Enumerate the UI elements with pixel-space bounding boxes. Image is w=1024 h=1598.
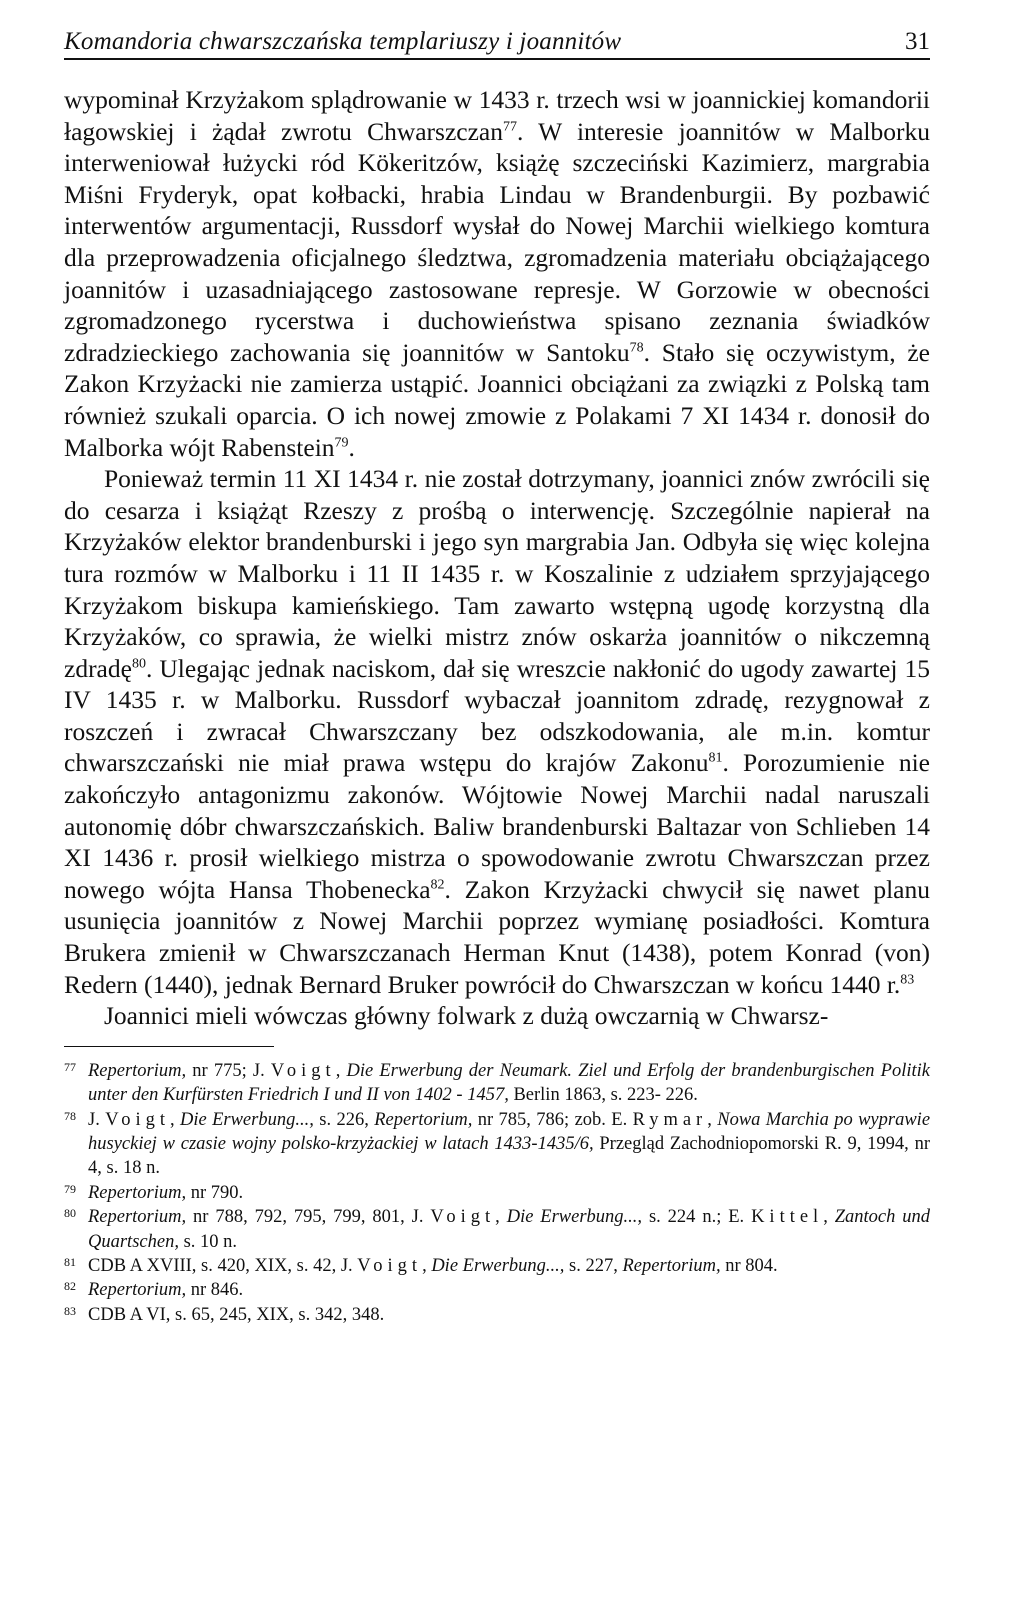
text-run: Ponieważ termin 11 XI 1434 r. nie został dotrzymany, joannici znów zwrócili się do cesarza i książąt Rzeszy z prośbą o interwencję. Szczególnie napierał na Krzyżaków elektor brandenburski i jego syn margrabia Jan. Odbyła się więc kolejna tura rozmów w Malborku i 11 II 1435 r. w Koszalinie z udziałem sprzyjającego Krzyżakom biskupa kamieńskiego. Tam zawarto wstępną ugodę korzystną dla Krzyżaków, co sprawia, że wielki mistrz znów oskarża joannitów o nikczemną zdradę <box>64 464 930 683</box>
footnote-number: 81 <box>64 1255 76 1270</box>
text-run: . Stało się oczywistym, że Zakon Krzyżacki nie zamierza ustąpić. Joannici obciążani za związki z Polską tam również szukali oparcia. O ich nowej zmowie z Polakami 7 XI 1434 r. donosił do Malborka wójt Rabenstein <box>64 337 930 462</box>
footnote <box>64 1205 930 1254</box>
footnote-number: 83 <box>64 1303 76 1318</box>
footnote-text: CDB A XVIII, s. 420, XIX, s. 42, J. Voigt, Die Erwerbung..., s. 227, Repertorium, nr 804. <box>88 1256 778 1277</box>
footnote-text: Repertorium, nr 788, 792, 795, 799, 801, J. Voigt, Die Erwerbung..., s. 224 n.; E. Kittel, Zantoch und Quartschen, s. 10 n. <box>88 1207 931 1252</box>
footnote <box>64 1254 930 1278</box>
footnote-number: 77 <box>64 1059 76 1074</box>
footnote <box>64 1059 930 1108</box>
text-run: . W interesie joannitów w Malborku interweniował łużycki ród Kökeritzów, książę szczeciński Kazimierz, margrabia Miśni Fryderyk, opat kołbacki, hrabia Lindau w Brandenburgii. By pozbawić interwentów argumentacji, Russdorf wysłał do Nowej Marchii wielkiego komtura dla przeprowadzenia oficjalnego śledztwa, zgromadzenia materiału obciążającego joannitów i uzasadniającego zastosowane represje. W Gorzowie w obecności zgromadzonego rycerstwa i duchowieństwa spisano zeznania świadków zdradzieckiego zachowania się joannitów w Santoku <box>64 116 930 367</box>
footnote-text: Repertorium, nr 775; J. Voigt, Die Erwerbung der Neumark. Ziel und Erfolg der brandenburgischen Politik unter den Kurfürsten Friedrich I und II von 1402 - 1457, Berlin 1863, s. 223- 226. <box>88 1060 931 1106</box>
footnote <box>64 1181 930 1205</box>
text-run: wypominał Krzyżakom splądrowanie w 1433 r. trzech wsi w joannickiej komandorii łagowskiej i żądał zwrotu Chwarszczan <box>64 85 930 146</box>
paragraph <box>64 463 930 1000</box>
footnote-ref: 77 <box>503 119 517 135</box>
footnote-number: 78 <box>64 1108 76 1123</box>
footnote-ref: 83 <box>900 972 915 988</box>
footnote-ref: 78 <box>629 340 644 356</box>
running-title: Komandoria chwarszczańska templariuszy i joannitów <box>64 28 622 55</box>
book-page <box>64 18 930 1327</box>
page-number: 31 <box>905 28 930 55</box>
paragraph <box>64 1000 930 1032</box>
footnote <box>64 1278 930 1302</box>
running-header <box>64 18 930 60</box>
footnote-text: J. Voigt, Die Erwerbung..., s. 226, Repertorium, nr 785, 786; zob. E. Rymar, Nowa Marchia po wyprawie husyckiej w czasie wojny polsko-krzyżackiej w latach 1433-1435/6, Przegląd Zachodniopomorski R. 9, 1994, nr 4, s. 18 n. <box>88 1109 931 1179</box>
text-run: Joannici mieli wówczas główny folwark z dużą owczarnią w Chwarsz- <box>104 1001 829 1031</box>
footnote-ref: 81 <box>708 750 723 766</box>
footnote <box>64 1303 930 1327</box>
footnote-text: Repertorium, nr 790. <box>88 1182 244 1203</box>
footnote-separator <box>64 1046 274 1047</box>
footnote-ref: 79 <box>334 435 349 451</box>
text-run: . <box>348 432 355 462</box>
text-run: . Porozumienie nie zakończyło antagonizmu zakonów. Wójtowie Nowej Marchii nadal naruszali autonomię dóbr chwarszczańskich. Baliw brandenburski Baltazar von Schlieben 14 XI 1436 r. prosił wielkiego mistrza o spowodowanie zwrotu Chwarszczan przez nowego wójta Hansa Thobenecka <box>64 748 930 904</box>
paragraph <box>64 84 930 463</box>
footnote-text: Repertorium, nr 846. <box>88 1280 244 1301</box>
footnote-ref: 80 <box>131 656 146 672</box>
footnote-ref: 82 <box>430 877 445 893</box>
footnote <box>64 1108 930 1181</box>
footnote-number: 82 <box>64 1279 76 1294</box>
text-run: . Ulegając jednak naciskom, dał się wreszcie nakłonić do ugody zawartej 15 IV 1435 r. w Malborku. Russdorf wybaczał joannitom zdradę, rezygnował z roszczeń i zwracał Chwarszczany bez odszkodowania, ale m.in. komtur chwarszczański nie miał prawa wstępu do krajów Zakonu <box>64 653 930 778</box>
footnotes <box>64 1059 930 1327</box>
footnote-text: CDB A VI, s. 65, 245, XIX, s. 342, 348. <box>88 1304 385 1325</box>
text-run: . Zakon Krzyżacki chwycił się nawet planu usunięcia joannitów z Nowej Marchii poprzez wymianę posiadłości. Komtura Brukera zmienił w Chwarszczanach Herman Knut (1438), potem Konrad (von) Redern (1440), jednak Bernard Bruker powrócił do Chwarszczan w końcu 1440 r. <box>64 874 931 999</box>
footnote-number: 80 <box>64 1206 76 1221</box>
footnote-number: 79 <box>64 1181 76 1196</box>
main-text <box>64 84 930 1032</box>
